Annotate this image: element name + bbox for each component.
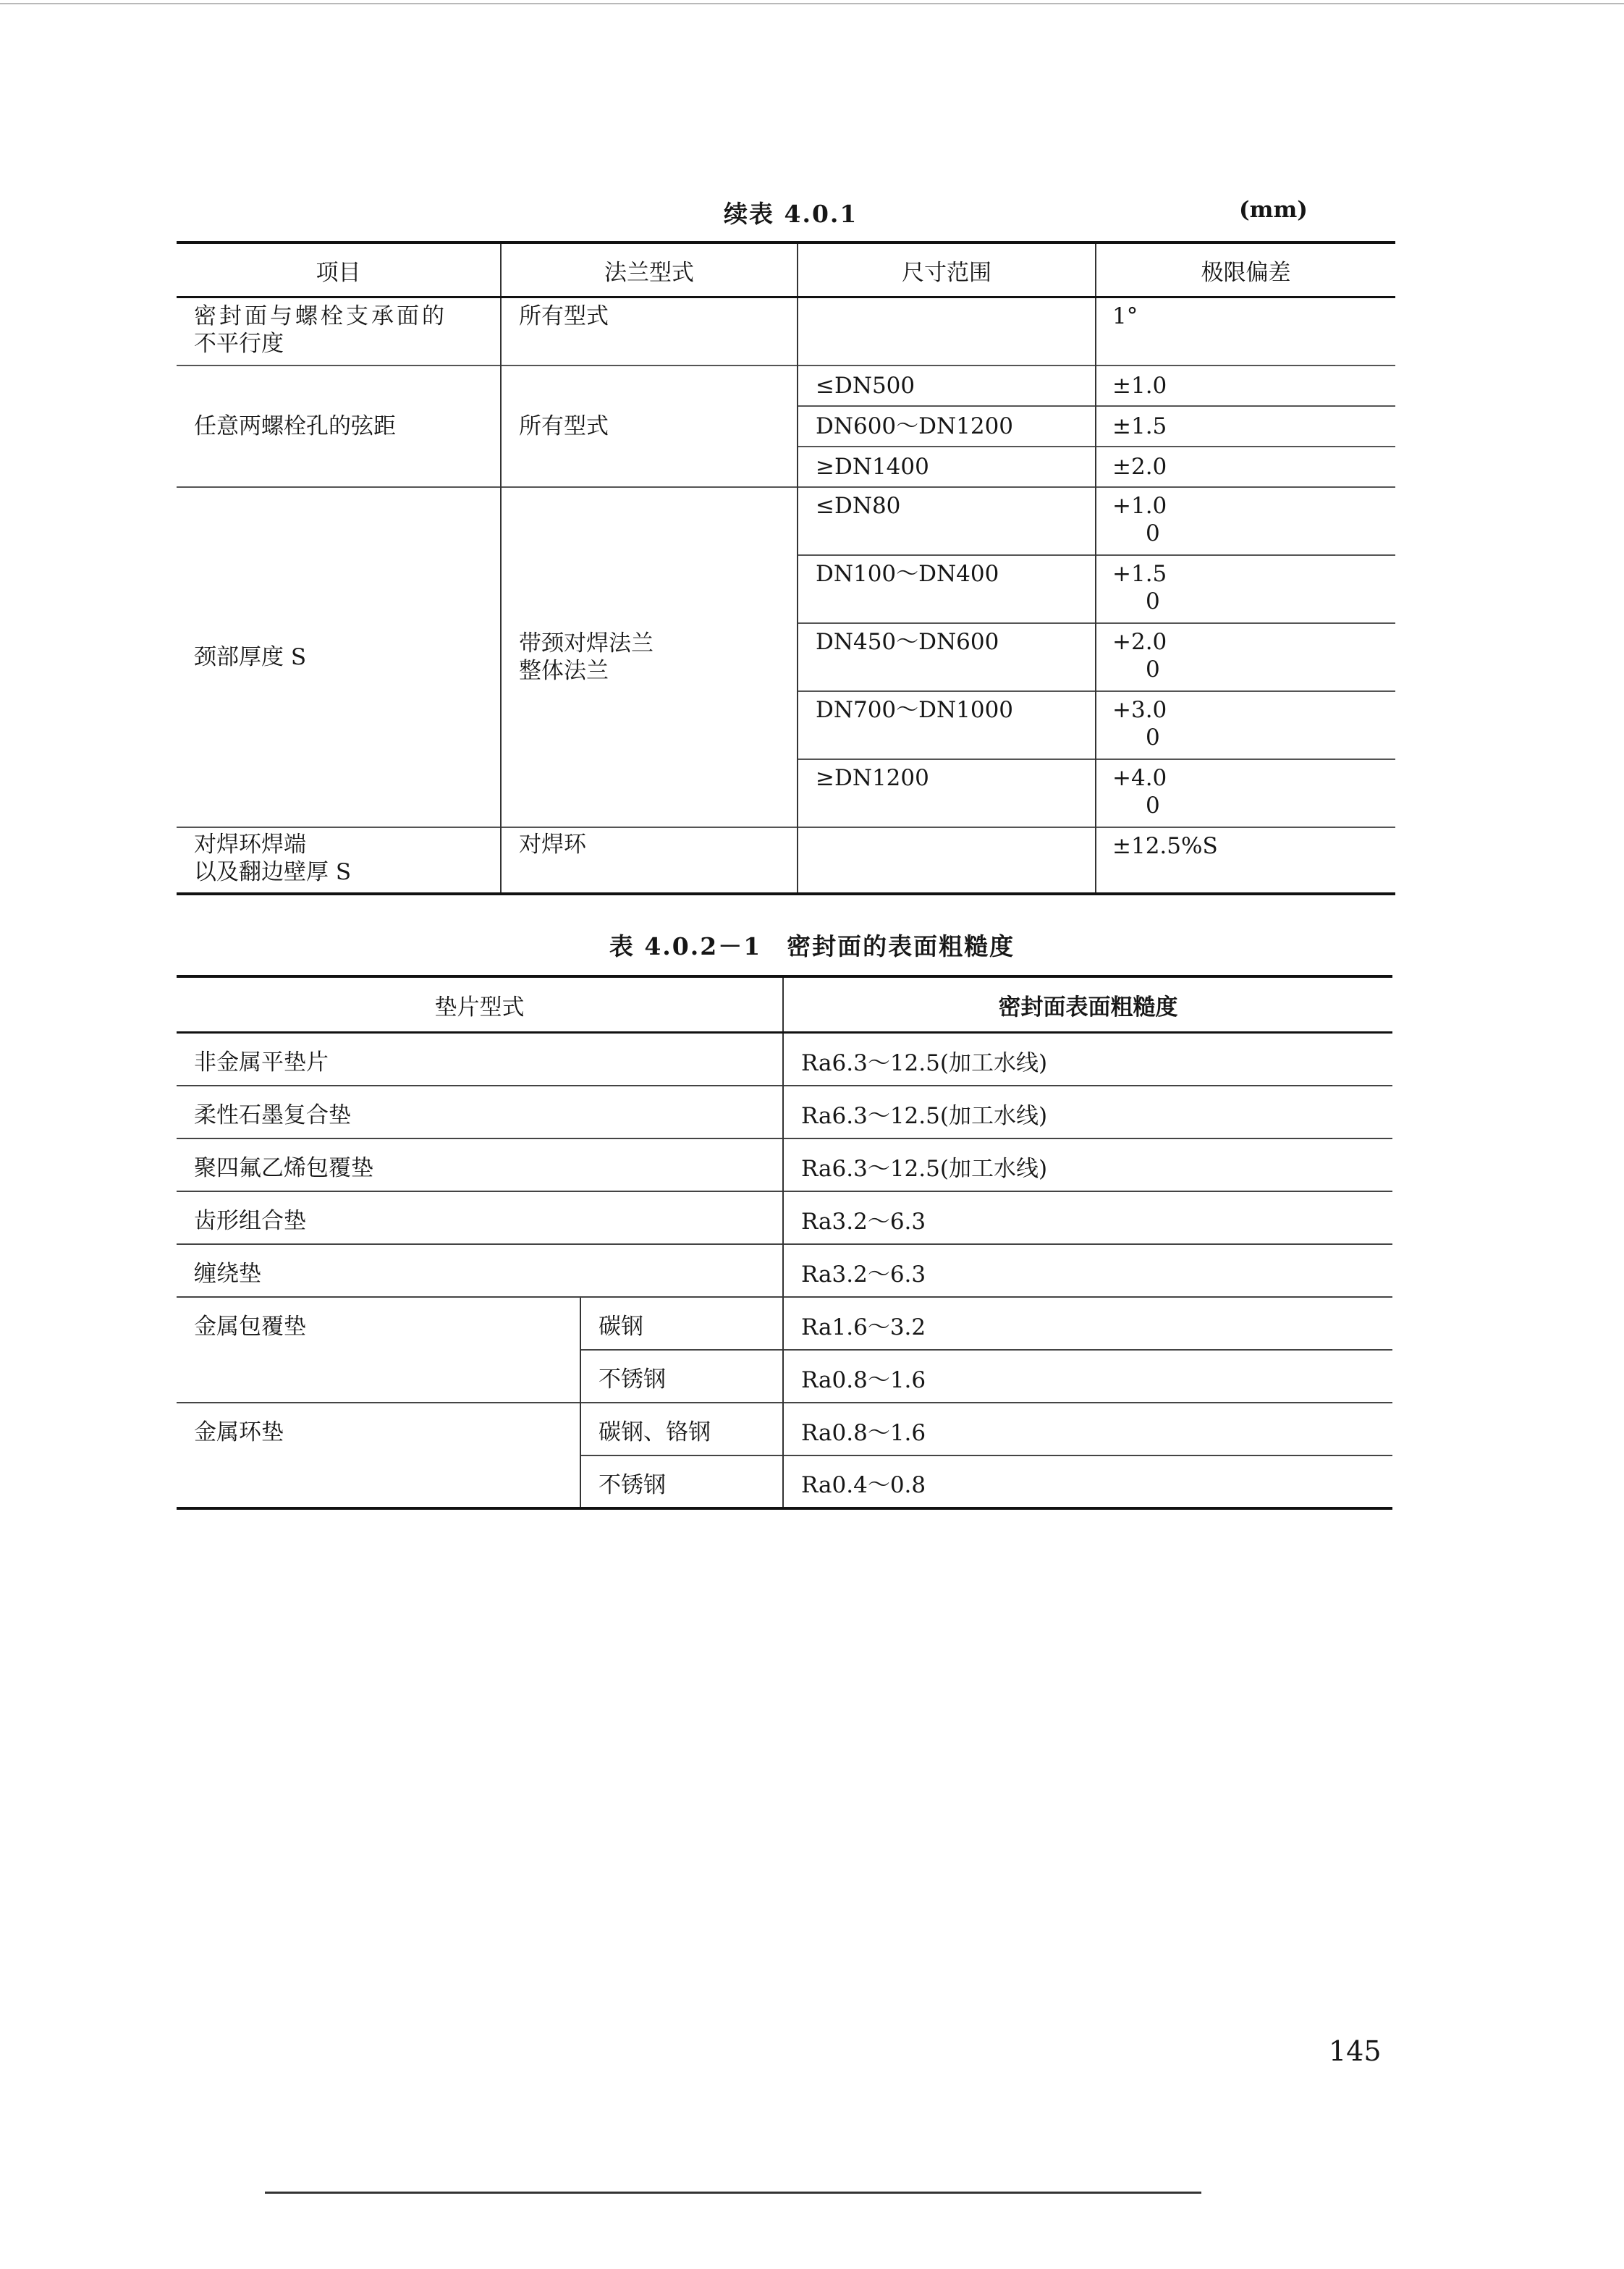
size-range-cell: ≥DN1200 xyxy=(798,759,1096,827)
table1-title: 续表 4.0.1 xyxy=(724,200,858,228)
size-range-cell: ≤DN80 xyxy=(798,487,1096,555)
roughness-cell: Ra6.3～12.5(加工水线) xyxy=(783,1086,1392,1138)
header-item: 项目 xyxy=(177,242,501,297)
item-cell: 任意两螺栓孔的弦距 xyxy=(177,366,501,487)
table1-unit: (mm) xyxy=(1239,197,1308,223)
table-row xyxy=(177,1297,1392,1350)
roughness-cell: Ra3.2～6.3 xyxy=(783,1191,1392,1244)
size-range-cell: DN450～DN600 xyxy=(798,623,1096,691)
roughness-cell: Ra3.2～6.3 xyxy=(783,1244,1392,1297)
size-range-cell xyxy=(798,827,1096,894)
roughness-cell: Ra0.4～0.8 xyxy=(783,1455,1392,1508)
gasket-type-cell: 柔性石墨复合垫 xyxy=(177,1086,783,1138)
table-row xyxy=(177,1191,1392,1244)
size-range-cell: DN100～DN400 xyxy=(798,555,1096,623)
flange-tolerance-table xyxy=(177,241,1395,895)
material-cell: 不锈钢 xyxy=(580,1350,783,1403)
tolerance-cell: +1.0 0 xyxy=(1096,487,1395,555)
header-gasket-type: 垫片型式 xyxy=(177,976,783,1033)
header-tolerance: 极限偏差 xyxy=(1096,242,1395,297)
tolerance-cell: ±2.0 xyxy=(1096,447,1395,487)
header-roughness: 密封面表面粗糙度 xyxy=(783,976,1392,1033)
roughness-cell: Ra6.3～12.5(加工水线) xyxy=(783,1138,1392,1191)
tolerance-cell: +2.0 0 xyxy=(1096,623,1395,691)
flange-type-cell: 所有型式 xyxy=(501,297,798,366)
table-row xyxy=(177,297,1395,366)
page-number: 145 xyxy=(1329,2035,1382,2067)
roughness-cell: Ra6.3～12.5(加工水线) xyxy=(783,1033,1392,1086)
material-cell: 碳钢、铬钢 xyxy=(580,1403,783,1455)
table-row xyxy=(177,366,1395,406)
size-range-cell: DN700～DN1000 xyxy=(798,691,1096,759)
table-row xyxy=(177,1403,1392,1455)
item-cell: 对焊环焊端 以及翻边壁厚 S xyxy=(177,827,501,894)
tolerance-cell: ±1.0 xyxy=(1096,366,1395,406)
top-border-line xyxy=(0,3,1624,4)
table2-header-row xyxy=(177,976,1392,1033)
tolerance-cell: +3.0 0 xyxy=(1096,691,1395,759)
size-range-cell xyxy=(798,297,1096,366)
tolerance-cell: ±1.5 xyxy=(1096,406,1395,447)
sealing-face-roughness-table xyxy=(177,975,1392,1510)
gasket-type-cell: 金属环垫 xyxy=(177,1403,580,1508)
material-cell: 不锈钢 xyxy=(580,1455,783,1508)
size-range-cell: ≤DN500 xyxy=(798,366,1096,406)
table1-caption xyxy=(0,195,1624,232)
gasket-type-cell: 缠绕垫 xyxy=(177,1244,783,1297)
roughness-cell: Ra0.8～1.6 xyxy=(783,1403,1392,1455)
flange-type-cell: 对焊环 xyxy=(501,827,798,894)
roughness-cell: Ra1.6～3.2 xyxy=(783,1297,1392,1350)
gasket-type-cell: 金属包覆垫 xyxy=(177,1297,580,1403)
tolerance-cell: ±12.5%S xyxy=(1096,827,1395,894)
size-range-cell: DN600～DN1200 xyxy=(798,406,1096,447)
bottom-rule xyxy=(265,2192,1201,2194)
table-row xyxy=(177,487,1395,555)
header-flange-type: 法兰型式 xyxy=(501,242,798,297)
table-row xyxy=(177,1033,1392,1086)
gasket-type-cell: 聚四氟乙烯包覆垫 xyxy=(177,1138,783,1191)
table-row xyxy=(177,1086,1392,1138)
gasket-type-cell: 非金属平垫片 xyxy=(177,1033,783,1086)
table-row xyxy=(177,1138,1392,1191)
table2-caption: 表 4.0.2－1 密封面的表面粗糙度 xyxy=(609,932,1015,960)
table-row xyxy=(177,1244,1392,1297)
item-cell: 密封面与螺栓支承面的 不平行度 xyxy=(177,297,501,366)
item-cell: 颈部厚度 S xyxy=(177,487,501,827)
table-row xyxy=(177,827,1395,894)
flange-type-cell: 带颈对焊法兰 整体法兰 xyxy=(501,487,798,827)
tolerance-cell: +1.5 0 xyxy=(1096,555,1395,623)
size-range-cell: ≥DN1400 xyxy=(798,447,1096,487)
table1-header-row xyxy=(177,242,1395,297)
tolerance-cell: +4.0 0 xyxy=(1096,759,1395,827)
roughness-cell: Ra0.8～1.6 xyxy=(783,1350,1392,1403)
material-cell: 碳钢 xyxy=(580,1297,783,1350)
flange-type-cell: 所有型式 xyxy=(501,366,798,487)
header-size-range: 尺寸范围 xyxy=(798,242,1096,297)
gasket-type-cell: 齿形组合垫 xyxy=(177,1191,783,1244)
tolerance-cell: 1° xyxy=(1096,297,1395,366)
